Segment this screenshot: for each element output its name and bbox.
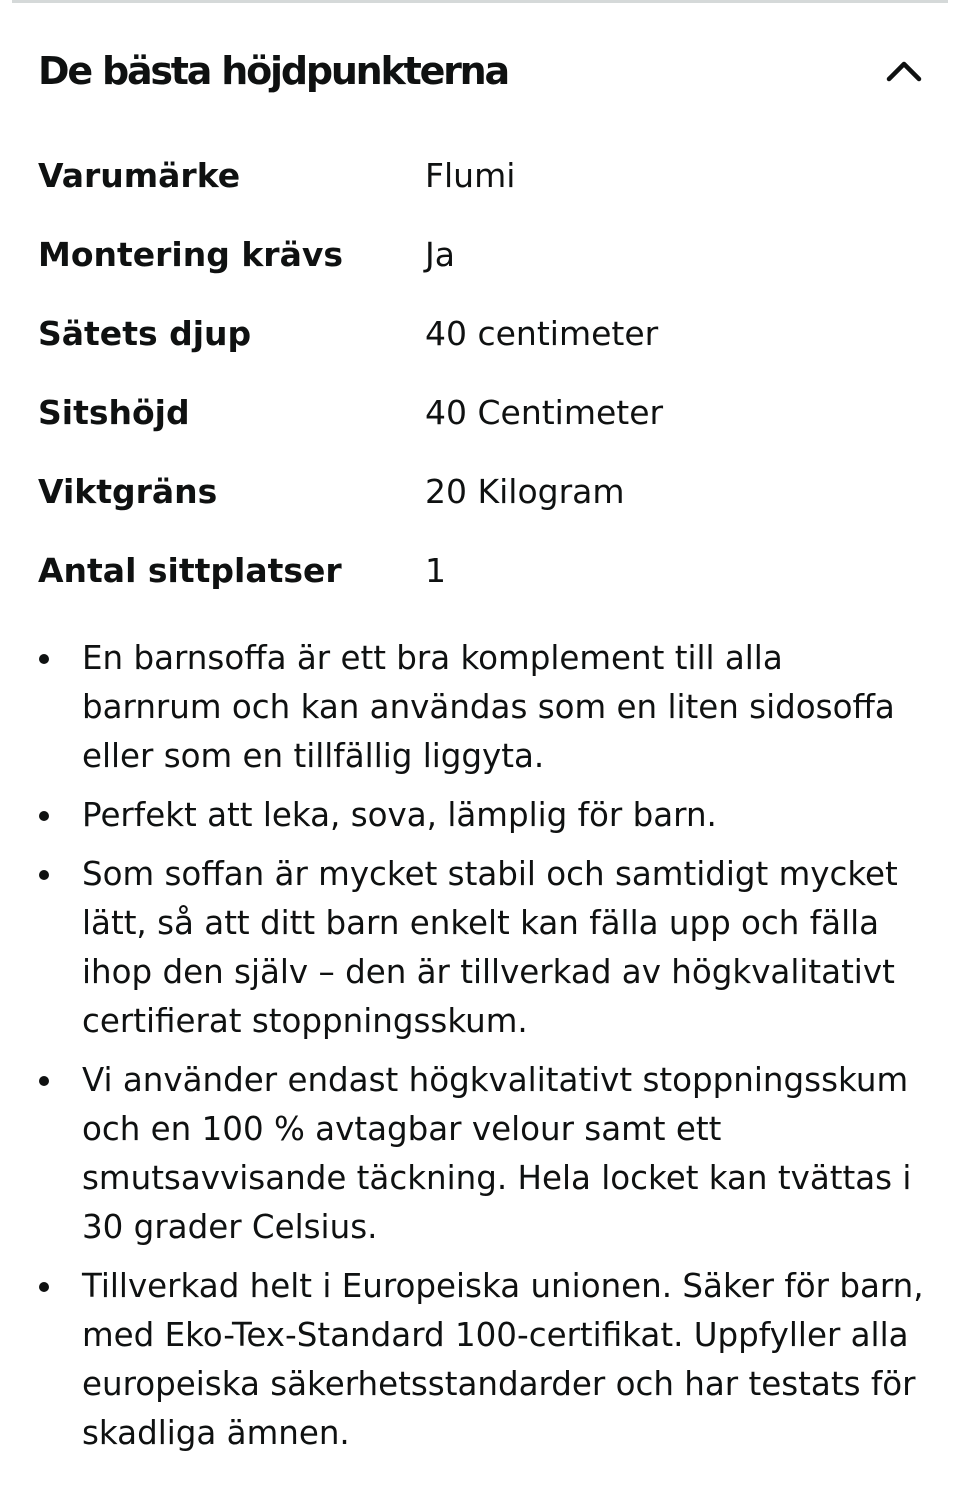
bullet-dot-icon: [36, 850, 82, 1046]
bullet-dot-icon: [36, 1262, 82, 1458]
spec-value: 40 centimeter: [425, 314, 659, 353]
bullet-text: En barnsoffa är ett bra komplement till alla barnrum och kan användas som en liten sidosoffa eller som en tillfällig liggyta.: [82, 639, 895, 775]
spec-label: Varumärke: [38, 156, 241, 195]
bullet-text: Som soffan är mycket stabil och samtidigt mycket lätt, så att ditt barn enkelt kan fälla upp och fälla ihop den själv – den är tillverkad av högkvalitativt certifierat stoppningsskum.: [82, 855, 898, 1040]
list-item: [36, 1056, 928, 1252]
bullet-text: Perfekt att leka, sova, lämplig för barn.: [82, 796, 717, 834]
spec-value: Flumi: [425, 156, 516, 195]
spec-label: Antal sittplatser: [38, 551, 342, 590]
spec-row-weight-limit: [38, 452, 918, 531]
list-item: [36, 1262, 928, 1458]
list-item: [36, 850, 928, 1046]
feature-bullets: [36, 634, 928, 1468]
chevron-up-icon[interactable]: [884, 51, 924, 91]
spec-value: Ja: [425, 235, 455, 274]
spec-row-brand: [38, 136, 918, 215]
bullet-dot-icon: [36, 634, 82, 781]
spec-label: Sätets djup: [38, 314, 252, 353]
spec-label: Viktgräns: [38, 472, 218, 511]
spec-row-seat-depth: [38, 294, 918, 373]
spec-value: 1: [425, 551, 446, 590]
spec-row-seat-height: [38, 373, 918, 452]
spec-label: Sitshöjd: [38, 393, 190, 432]
spec-label: Montering krävs: [38, 235, 343, 274]
list-item: [36, 791, 928, 840]
list-item: [36, 634, 928, 781]
spec-row-seats: [38, 531, 918, 610]
spec-value: 20 Kilogram: [425, 472, 625, 511]
bullet-text: Vi använder endast högkvalitativt stoppningsskum och en 100 % avtagbar velour samt ett smutsavvisande täckning. Hela locket kan tvättas i 30 grader Celsius.: [82, 1061, 912, 1246]
bullet-text: Tillverkad helt i Europeiska unionen. Säker för barn, med Eko-Tex-Standard 100-certifikat. Uppfyller alla europeiska säkerhetsstandarder och har testats för skadliga ämnen.: [82, 1267, 924, 1452]
section-title: De bästa höjdpunkterna: [38, 49, 508, 93]
bullet-dot-icon: [36, 1056, 82, 1252]
spec-row-assembly: [38, 215, 918, 294]
highlights-header[interactable]: [38, 40, 924, 102]
spec-table: [38, 136, 918, 610]
top-divider: [12, 0, 948, 3]
spec-value: 40 Centimeter: [425, 393, 664, 432]
bullet-dot-icon: [36, 791, 82, 840]
